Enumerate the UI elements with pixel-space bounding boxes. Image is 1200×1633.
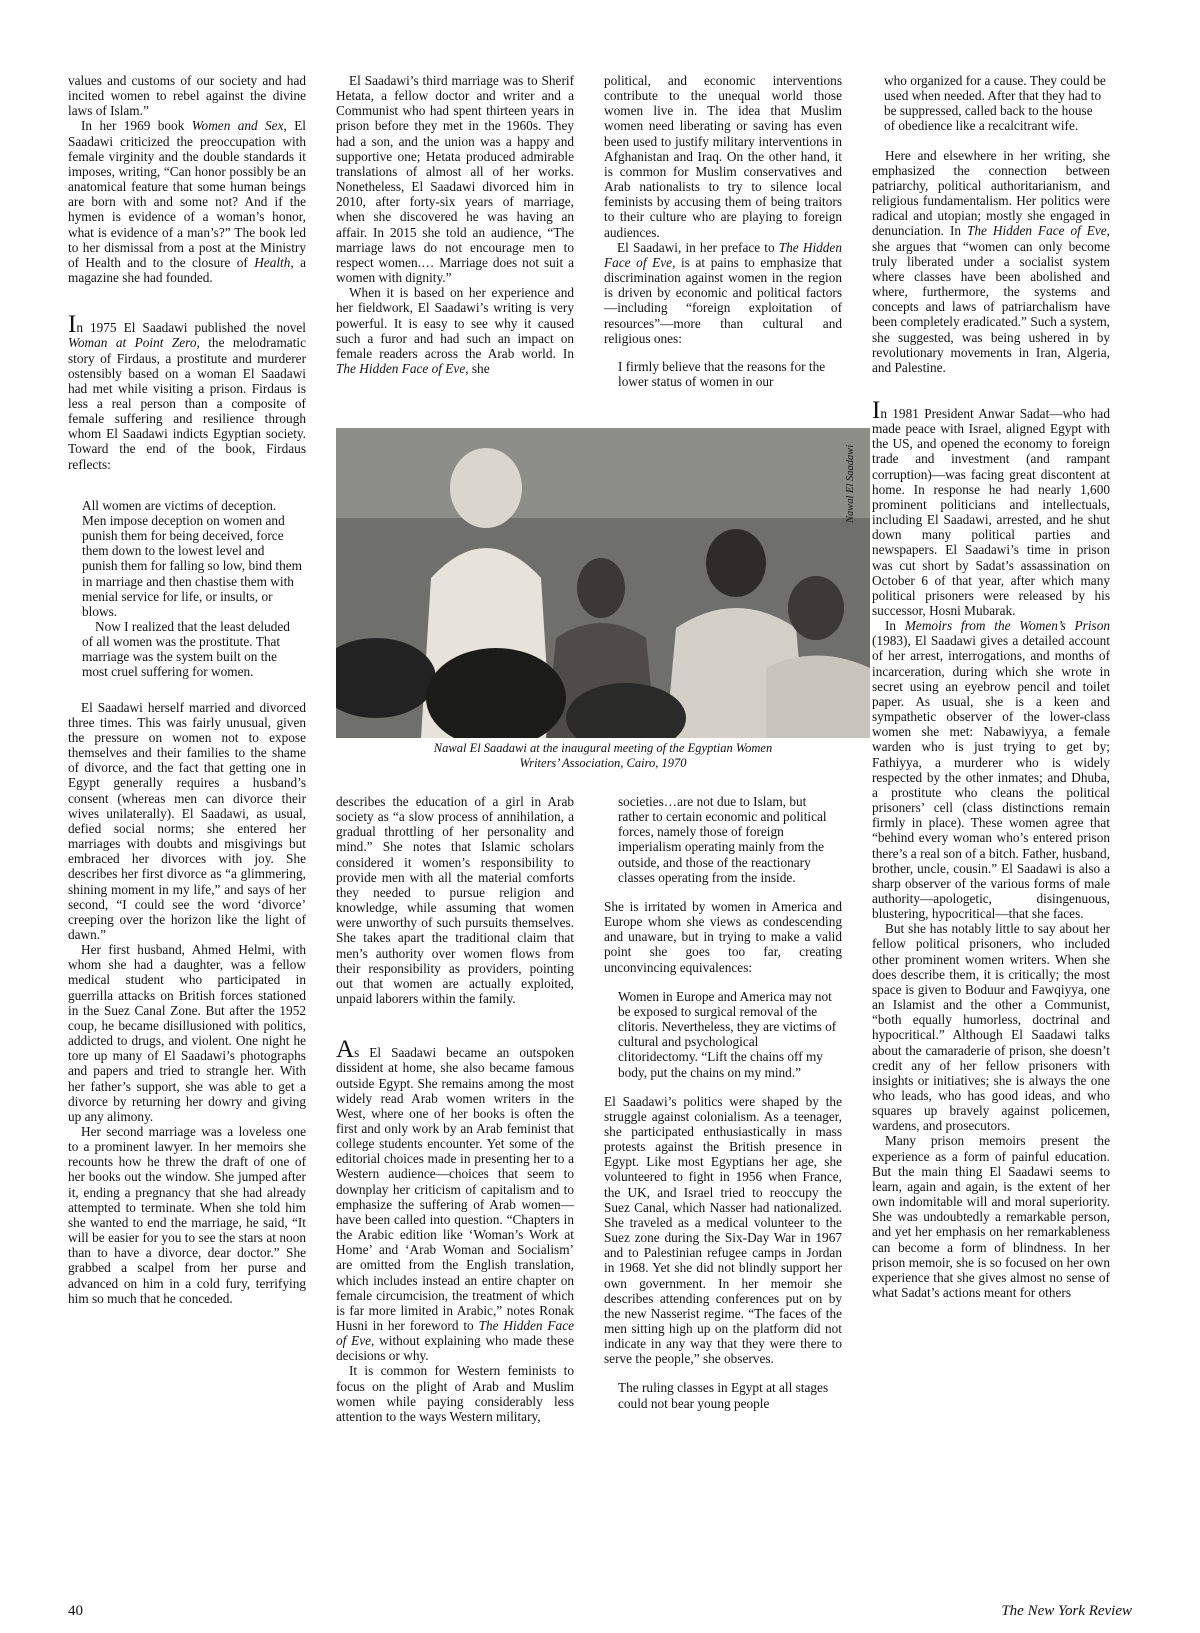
block-quote: Women in Europe and America may not be exposed to surgical removal of the clitoris. Nevertheless, they are victims of cultural and psychological clitoridectomy. “Lift the chains off my body, put the chains on my mind.” [618, 988, 837, 1080]
paragraph: Many prison memoirs present the experience as a form of painful education. But the main thing El Saadawi seems to learn, again and again, is the extent of her own indomitable will and moral superiority. She was undoubtedly a remarkable person, and yet her emphasis on her remarkableness can become a form of blindness. In her prison memoir, she is so focused on her own experience that she gives almost no sense of what Sadat’s actions meant for others [872, 1133, 1110, 1301]
drop-cap: I [68, 311, 77, 339]
block-quote: I firmly believe that the reasons for the lower status of women in our [618, 358, 826, 389]
column-2-bottom [336, 794, 574, 1424]
drop-cap: A [336, 1036, 355, 1064]
column-4 [872, 73, 1110, 1300]
block-quote: The ruling classes in Egypt at all stages could not bear young people [618, 1380, 829, 1411]
paragraph: In her 1969 book Women and Sex, El Saadawi criticized the preoccupation with female virginity and the double standards it imposes, writing, “Can honor possibly be an anatomical feature that some human beings are born with and some not? And if the hymen is evidence of a woman’s honor, what is evidence of a man’s?” The book led to her dismissal from a post at the Ministry of Health and to the closure of Health, a magazine she had founded. [68, 118, 307, 286]
section-paragraph: In 1975 El Saadawi published the novel Woman at Point Zero, the melodramatic story of Firdaus, a prostitute and murderer ostensibly based on a woman El Saadawi had met while visiting a prison. Firdaus is less a real person than a composite of female suffering and resilience through whom El Saadawi indicts Egyptian society. Toward the end of the book, Firdaus reflects: [68, 311, 306, 472]
paragraph: Here and elsewhere in her writing, she emphasized the connection between patriarchy, political authoritarianism, and religious fundamentalism. Her politics were radical and utopian; mostly she engaged in denunciation. In The Hidden Face of Eve, she argues that “women can only become truly liberated under a socialist system where classes have been abolished and where, furthermore, the systems and concepts and laws of patriarchalism have been completely eradicated.” Such a system, she suggested, was being ushered in by revolutionary movements in Iran, Algeria, and Palestine. [872, 147, 1110, 375]
section-paragraph: In 1981 President Anwar Sadat—who had made peace with Israel, aligned Egypt with the US, and opened the economy to foreign trade and investment (and rampant corruption)—was facing great discontent at home. In response he had nearly 1,600 prominent politicians and intellectuals, including El Saadawi, arrested, and he shut down many political parties and newspapers. El Saadawi’s time in prison was cut short by Sadat’s assassination on October 6 of that year, after which many political prisoners were released by his successor, Hosni Mubarak. [872, 396, 1110, 618]
paragraph: It is common for Western feminists to focus on the plight of Arab and Muslim women while paying considerably less attention to the ways Western military, [336, 1363, 574, 1424]
paragraph: Her second marriage was a loveless one to a prominent lawyer. In her memoirs she recounts how he threw the draft of one of her books out the window. She jumped after it, ending a pregnancy that she had already attempted to terminate. When she told him she wanted to end the marriage, he said, “It will be easier for you to see the stars at noon than to have a divorce, dear doctor.” She grabbed a scalpel from her purse and advanced on him in a cold fury, terrifying him so much that he conceded. [68, 1124, 306, 1306]
paragraph: When it is based on her experience and her fieldwork, El Saadawi’s writing is very powerful. It is easy to see why it caused such a furor and had such an impact on female readers across the Arab world. In The Hidden Face of Eve, she [336, 285, 574, 376]
paragraph: In Memoirs from the Women’s Prison (1983), El Saadawi gives a detailed account of her arrest, interrogations, and months of incarceration, during which she wrote in secret using an eyebrow pencil and toilet paper. As usual, she is a keen and sympathetic observer of the lower-class women she met: Nabawiyya, a female warden who is just trying to get by; Fathiyya, a murderer who is widely respected by the other inmates; and Dhuba, a prostitute who cleans the political prisoners’ cell (class distinctions remain firmly in place). These women agree that “behind every woman who’s entered prison there’s a real son of a bitch. Father, husband, brother, uncle, cousin.” El Saadawi is also a sharp observer of the various forms of male authority—apologetic, disingenuous, blustering, hypocritical—that she faces. [872, 618, 1111, 922]
block-quote: All women are victims of deception. Men impose deception on women and punish them for being deceived, force them down to the lowest level and punish them for falling so low, bind them in marriage and then chastise them with menial service for life, or insults, or blows. Now I realized that the least deluded of all women was the prostitute. That marriage was the system built on the most cruel suffering for women. [82, 497, 302, 680]
page-number: 40 [68, 1603, 83, 1619]
publication-name: The New York Review [1001, 1603, 1132, 1619]
section-paragraph: As El Saadawi became an outspoken dissident at home, she also became famous outside Egypt. She remains among the most widely read Arab women writers in the West, where one of her books is often the first and only work by an Arab feminist that college students encounter. Yet some of the editorial choices made in presenting her to a Western audience—choices that seem to downplay her criticism of capitalism and to emphasize the suffering of Arab women—have been called into question. “Chapters in the Arabic edition like ‘Woman’s Work at Home’ and ‘Arab Woman and Socialism’ are omitted from the English translation, which includes instead an entire chapter on female circumcision, the treatment of which is far more limited in Arabic,” notes Ronak Husni in her foreword to The Hidden Face of Eve, without explaining who made these decisions or why. [336, 1036, 575, 1364]
drop-cap: I [872, 396, 881, 424]
block-quote: who organized for a cause. They could be used when needed. After that they had to be suppressed, called back to the house of obedience like a recalcitrant wife. [884, 73, 1106, 134]
block-quote: societies…are not due to Islam, but rather to certain economic and political forces, namely those of foreign imperialism operating mainly from the outside, and those of the reactionary classes operating from the inside. [618, 794, 827, 885]
column-3-bottom [604, 794, 842, 1411]
paragraph: Her first husband, Ahmed Helmi, with whom she had a daughter, was a fellow medical student who participated in guerrilla attacks on British forces stationed in the Suez Canal Zone. But after the 1952 coup, he became disillusioned with politics, addicted to drugs, and violent. One night he tore up many of El Saadawi’s photographs and papers and tried to strangle her. With her father’s support, she was able to get a divorce by returning her dowry and giving up any alimony. [68, 942, 306, 1124]
column-3-top [604, 73, 842, 389]
paragraph: But she has notably little to say about her fellow political prisoners, who included other prominent women writers. When she does describe them, it is critically; the most space is given to Boduur and Fawqiyya, one an Islamist and the other a Communist, “both equally humorless, doctrinal and hypocritical.” Although El Saadawi talks about the camaraderie of prison, she doesn’t credit any of her fellow prisoners with insights or initiatives; she is always the one who leads, who has good ideas, and who squares up bravely against policemen, wardens, and prosecutors. [872, 921, 1110, 1134]
paragraph: describes the education of a girl in Arab society as “a slow process of annihilation, a gradual throttling of her personality and mind.” She notes that Islamic scholars considered it women’s responsibility to provide men with all the material comforts they needed to pursue religion and knowledge, while assuming that women were unworthy of such pursuits themselves. She takes apart the traditional claim that men’s authority over women flows from their responsibility as providers, pointing out that women are actually exploited, unpaid laborers within the family. [336, 794, 574, 1007]
paragraph: She is irritated by women in America and Europe whom she views as condescending and unaware, but in trying to make a valid point she goes too far, creating unconvincing equivalences: [604, 898, 842, 975]
paragraph: political, and economic interventions contribute to the unequal world those women live in. The idea that Muslim women need liberating or saving has even been used to justify military interventions in Afghanistan and Iraq. On the other hand, it is common for Muslim conservatives and Arab nationalists to try to silence local feminists by accusing them of being traitors to their culture who are playing to foreign audiences. [604, 73, 842, 240]
column-2-top [336, 73, 574, 376]
column-1 [68, 73, 306, 1306]
paragraph: values and customs of our society and had incited women to rebel against the divine laws of Islam.” [68, 73, 306, 119]
article-photo [336, 428, 870, 738]
paragraph: El Saadawi herself married and divorced three times. This was fairly unusual, given the pressure on women not to expose themselves and their families to the shame of divorce, and the fact that getting one in Egypt generally requires a husband’s consent (whereas men can divorce their wives unilaterally). El Saadawi, as usual, defied social norms; she entered her marriages with doubts and misgivings but embraced her divorces with joy. She describes her first divorce as “a glimmering, shining moment in my life,” and says of her second, “I could see the word ‘divorce’ creeping over the horizon like the light of dawn.” [68, 699, 306, 942]
paragraph: El Saadawi, in her preface to The Hidden Face of Eve, is at pains to emphasize that discrimination against women in the region is driven by economic and political factors—including “foreign exploitation of resources”—more than cultural and religious ones: [604, 239, 843, 346]
photo-caption: Nawal El Saadawi at the inaugural meeting of the Egyptian Women Writers’ Association, Cairo, 1970 [433, 741, 773, 770]
photo-credit: Nawal El Saadawi [845, 444, 856, 523]
paragraph: El Saadawi’s third marriage was to Sherif Hetata, a fellow doctor and writer and a Communist who had spent thirteen years in prison before they met in the 1960s. They had a son, and the union was a happy and supportive one; Hetata produced admirable translations of almost all of her works. Nonetheless, El Saadawi divorced him in 2010, after forty-six years of marriage, when she discovered he was having an affair. In 2015 she told an audience, “The marriage laws do not encourage men to respect women.… Marriage does not suit a women with dignity.” [336, 73, 574, 286]
paragraph: El Saadawi’s politics were shaped by the struggle against colonialism. As a teenager, she participated enthusiastically in mass protests against the British presence in Egypt. Like most Egyptians her age, she volunteered to fight in 1956 when France, the UK, and Israel tried to reoccupy the Suez Canal, which Nasser had nationalized. She traveled as a medical volunteer to the Suez zone during the Six-Day War in 1967 and to Palestinian refugee camps in Jordan in 1968. Yet she did not blindly support her own government. In her memoir she describes attending conferences put on by the new Nasserist regime. “The faces of the men sitting high up on the platform did not indicate in any way that they were there to serve the people,” she observes. [604, 1093, 842, 1367]
